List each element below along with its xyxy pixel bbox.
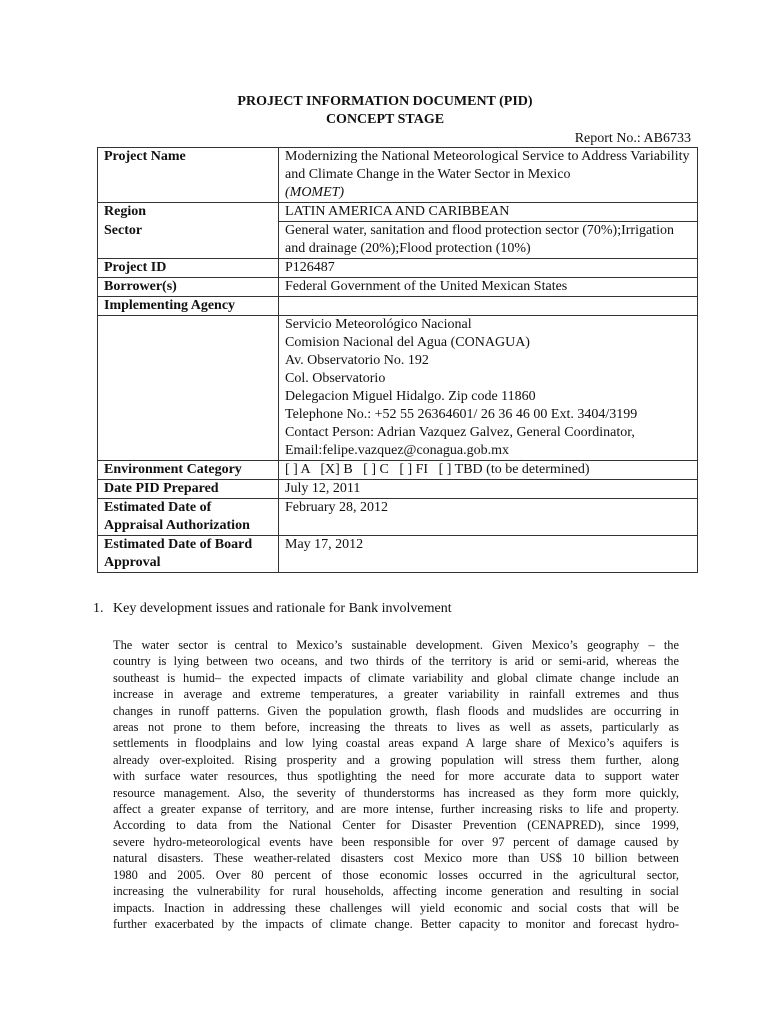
document-subtitle: CONCEPT STAGE [325, 112, 445, 127]
project-name-label: Project Name [98, 148, 279, 203]
paragraph-line: increasing the vulnerability for rural households, affecting income generation and resulting in social [113, 884, 679, 899]
table-row [98, 259, 698, 278]
section-number: 1. [93, 601, 104, 616]
paragraph-line: southeast is humid– the expected impacts of climate variability and global climate change include an [113, 670, 679, 685]
table-row [98, 297, 698, 316]
agency-line: Col. Observatorio [285, 371, 386, 386]
agency-details [279, 316, 698, 461]
agency-email: Email:felipe.vazquez@conagua.gob.mx [285, 443, 509, 458]
project-id-label: Project ID [98, 259, 279, 278]
paragraph-line: changes in runoff patterns. Given the population growth, flash floods and mudslides are occurring in [113, 703, 679, 718]
appraisal-date-label: Estimated Date of Appraisal Authorization [98, 499, 279, 536]
paragraph-line: country is lying between two oceans, and two thirds of the territory is arid or semi-arid, whereas the [113, 654, 679, 669]
project-name-cell [279, 148, 698, 203]
section-heading [93, 600, 452, 618]
board-date-value: May 17, 2012 [279, 536, 698, 573]
environment-category-value: [ ] A [X] B [ ] C [ ] FI [ ] TBD (to be determined) [279, 461, 698, 480]
date-pid-value: July 12, 2011 [279, 480, 698, 499]
paragraph-line: severe hydro-meteorological events have been responsible for over 97 percent of damage caused by [113, 834, 679, 849]
region-value: LATIN AMERICA AND CARIBBEAN [279, 203, 698, 222]
paragraph-line: natural disasters. These weather-related disasters cost Mexico more than US$ 10 billion between [113, 851, 679, 866]
table-row [98, 222, 698, 259]
paragraph-line: further exacerbated by the impacts of climate change. Better capacity to monitor and forecast hydro- [113, 916, 679, 931]
board-date-label: Estimated Date of Board Approval [98, 536, 279, 573]
agency-line: Telephone No.: +52 55 26364601/ 26 36 46 00 Ext. 3404/3199 [285, 407, 638, 422]
agency-line: Comision Nacional del Agua (CONAGUA) [285, 335, 530, 350]
paragraph-line: resource management. Also, the severity of thunderstorms has increased as they form more quickly, [113, 785, 679, 800]
borrower-value: Federal Government of the United Mexican States [279, 278, 698, 297]
paragraph-line: increase in average and extreme temperatures, a greater variability in rainfall extremes and thus [113, 687, 679, 702]
table-row [98, 499, 698, 536]
table-row [98, 536, 698, 573]
sector-value: General water, sanitation and flood protection sector (70%);Irrigation and drainage (20%);Flood protection (10%) [279, 222, 698, 259]
appraisal-date-value: February 28, 2012 [279, 499, 698, 536]
table-row [98, 461, 698, 480]
implementing-agency-label: Implementing Agency [98, 297, 279, 316]
paragraph-line: with surface water resources, thus spotlighting the need for more accurate data to support water [113, 769, 679, 784]
date-pid-label: Date PID Prepared [98, 480, 279, 499]
paragraph-line: impacts. Inaction in addressing these challenges will yield economic and social costs that will be [113, 900, 679, 915]
region-label: Region [98, 203, 279, 222]
agency-line: Contact Person: Adrian Vazquez Galvez, General Coordinator, [285, 425, 635, 440]
agency-line: Delegacion Miguel Hidalgo. Zip code 11860 [285, 389, 536, 404]
agency-line: Av. Observatorio No. 192 [285, 353, 429, 368]
implementing-agency-empty [279, 297, 698, 316]
section-title: Key development issues and rationale for Bank involvement [113, 601, 452, 616]
agency-spacer [98, 316, 279, 461]
table-row [98, 316, 698, 461]
project-acronym: (MOMET) [285, 185, 345, 200]
table-row [98, 278, 698, 297]
paragraph-line: 1980 and 2005. Over 80 percent of those economic losses occurred in the agricultural sector, [113, 867, 679, 882]
project-info-table [97, 147, 698, 573]
paragraph-line: The water sector is central to Mexico’s sustainable development. Given Mexico’s geography – the [113, 638, 679, 652]
paragraph-line: areas not prone to them before, increasing the threats to lives as well as assets, particularly as [113, 720, 679, 735]
sector-label: Sector [98, 222, 279, 259]
table-row [98, 148, 698, 203]
borrower-label: Borrower(s) [98, 278, 279, 297]
project-name-value: Modernizing the National Meteorological Service to Address Variability and Climate Change in the Water Sector in Mexico [285, 149, 690, 182]
paragraph-line: already over-exploited. Rising prosperity and a growing population will stress them further, along [113, 752, 679, 767]
table-row [98, 203, 698, 222]
document-title: PROJECT INFORMATION DOCUMENT (PID) [237, 94, 533, 109]
section-paragraph [113, 637, 679, 932]
paragraph-line: According to data from the National Center for Disaster Prevention (CENAPRED), since 1999, [113, 818, 679, 833]
agency-line: Servicio Meteorológico Nacional [285, 317, 472, 332]
project-id-value: P126487 [279, 259, 698, 278]
report-number: Report No.: AB6733 [574, 131, 691, 146]
table-row [98, 480, 698, 499]
paragraph-line: settlements in floodplains and low lying coastal areas expand A large share of Mexico’s aquifers is [113, 736, 679, 751]
environment-category-label: Environment Category [98, 461, 279, 480]
paragraph-line: affect a greater expanse of territory, and are more intense, further increasing risks to life and property. [113, 802, 679, 817]
